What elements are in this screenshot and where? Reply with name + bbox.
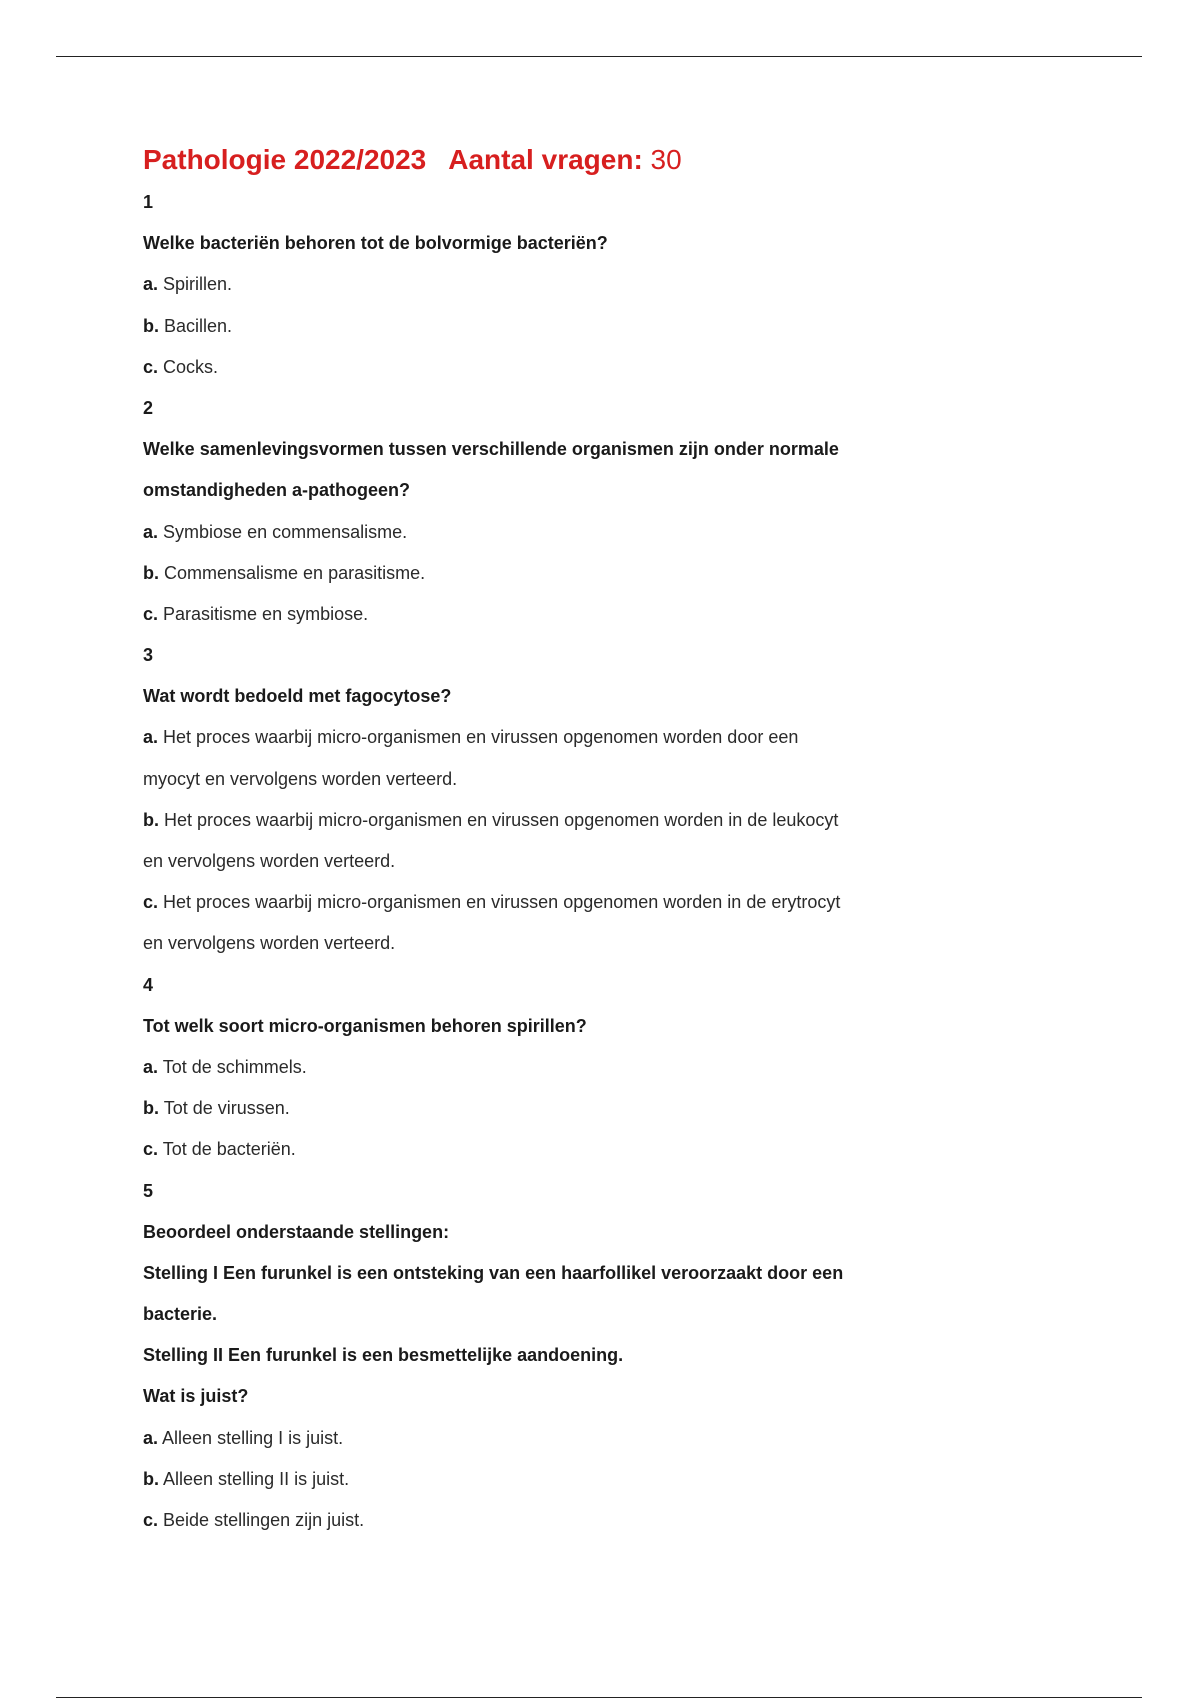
question-text: Welke samenlevingsvormen tussen verschillende organismen zijn onder normale <box>143 439 839 460</box>
answer-option <box>143 553 983 594</box>
option-text: Alleen stelling I is juist. <box>162 1427 344 1448</box>
option-letter: c. <box>143 603 159 624</box>
question-count-label: Aantal vragen: <box>448 144 643 175</box>
option-text: Symbiose en commensalisme. <box>163 521 408 542</box>
answer-option <box>143 264 983 305</box>
option-letter: c. <box>143 356 159 377</box>
question-number: 1 <box>143 192 154 212</box>
top-rule <box>56 56 1142 57</box>
question-text: Stelling II Een furunkel is een besmettelijke aandoening. <box>143 1345 624 1366</box>
answer-option <box>143 1088 983 1129</box>
option-text: Tot de bacteriën. <box>162 1139 296 1160</box>
option-letter: c. <box>143 1139 159 1160</box>
question-number: 4 <box>143 974 154 995</box>
question-number: 3 <box>143 645 154 666</box>
option-text: Commensalisme en parasitisme. <box>164 562 426 583</box>
answer-option <box>143 306 983 347</box>
question-block <box>143 182 983 388</box>
option-text: Tot de schimmels. <box>162 1056 307 1077</box>
option-letter: a. <box>143 1427 159 1448</box>
page-title <box>143 138 983 182</box>
question-number: 2 <box>143 397 154 418</box>
answer-option <box>143 1500 983 1541</box>
question-list <box>143 182 983 1541</box>
answer-option <box>143 347 983 388</box>
question-count-value: 30 <box>650 144 682 175</box>
option-text: Beide stellingen zijn juist. <box>163 1510 365 1530</box>
question-block <box>143 1171 983 1542</box>
answer-option <box>143 717 983 758</box>
answer-option <box>143 594 983 635</box>
option-letter: b. <box>143 809 159 830</box>
option-letter: a. <box>143 727 159 748</box>
option-text: myocyt en vervolgens worden verteerd. <box>143 768 458 789</box>
question-text: Welke bacteriën behoren tot de bolvormige bacteriën? <box>143 233 608 254</box>
answer-option <box>143 800 983 841</box>
answer-option <box>143 923 983 964</box>
option-letter: b. <box>143 1468 159 1489</box>
option-letter: a. <box>143 521 159 542</box>
answer-option <box>143 512 983 553</box>
option-text: en vervolgens worden verteerd. <box>143 851 396 871</box>
question-text: Beoordeel onderstaande stellingen: <box>143 1221 450 1242</box>
option-letter: c. <box>143 892 159 913</box>
answer-option <box>143 841 983 882</box>
answer-option <box>143 1047 983 1088</box>
option-text: Bacillen. <box>164 315 233 336</box>
question-text: Wat is juist? <box>143 1386 249 1407</box>
option-text: Cocks. <box>163 356 219 377</box>
question-text: omstandigheden a-pathogeen? <box>143 480 411 501</box>
answer-option <box>143 882 983 923</box>
option-text: Het proces waarbij micro-organismen en virussen opgenomen worden in de leukocyt <box>164 809 839 830</box>
option-text: Tot de virussen. <box>163 1098 290 1119</box>
question-block <box>143 965 983 1171</box>
answer-option <box>143 1459 983 1500</box>
question-block <box>143 388 983 635</box>
option-letter: b. <box>143 562 159 583</box>
option-text: Alleen stelling II is juist. <box>163 1468 350 1489</box>
question-text: Tot welk soort micro-organismen behoren spirillen? <box>143 1015 587 1036</box>
bottom-rule <box>56 1697 1142 1698</box>
option-letter: b. <box>143 315 159 336</box>
option-text: Het proces waarbij micro-organismen en virussen opgenomen worden in de erytrocyt <box>163 892 841 913</box>
document-body <box>143 138 983 1541</box>
option-letter: b. <box>143 1098 159 1119</box>
question-text: Wat wordt bedoeld met fagocytose? <box>143 686 452 707</box>
question-text: Stelling I Een furunkel is een ontsteking van een haarfollikel veroorzaakt door een <box>143 1262 844 1283</box>
option-letter: a. <box>143 1056 159 1077</box>
option-letter: a. <box>143 274 159 295</box>
title-text: Pathologie 2022/2023 <box>143 144 427 175</box>
question-number: 5 <box>143 1180 154 1201</box>
option-text: Parasitisme en symbiose. <box>163 603 369 624</box>
question-block <box>143 635 983 965</box>
option-text: en vervolgens worden verteerd. <box>143 933 396 954</box>
answer-option <box>143 759 983 800</box>
option-text: Het proces waarbij micro-organismen en virussen opgenomen worden door een <box>163 727 799 748</box>
answer-option <box>143 1418 983 1459</box>
option-text: Spirillen. <box>163 274 233 295</box>
option-letter: c. <box>143 1510 159 1530</box>
answer-option <box>143 1129 983 1170</box>
question-text: bacterie. <box>143 1304 218 1325</box>
